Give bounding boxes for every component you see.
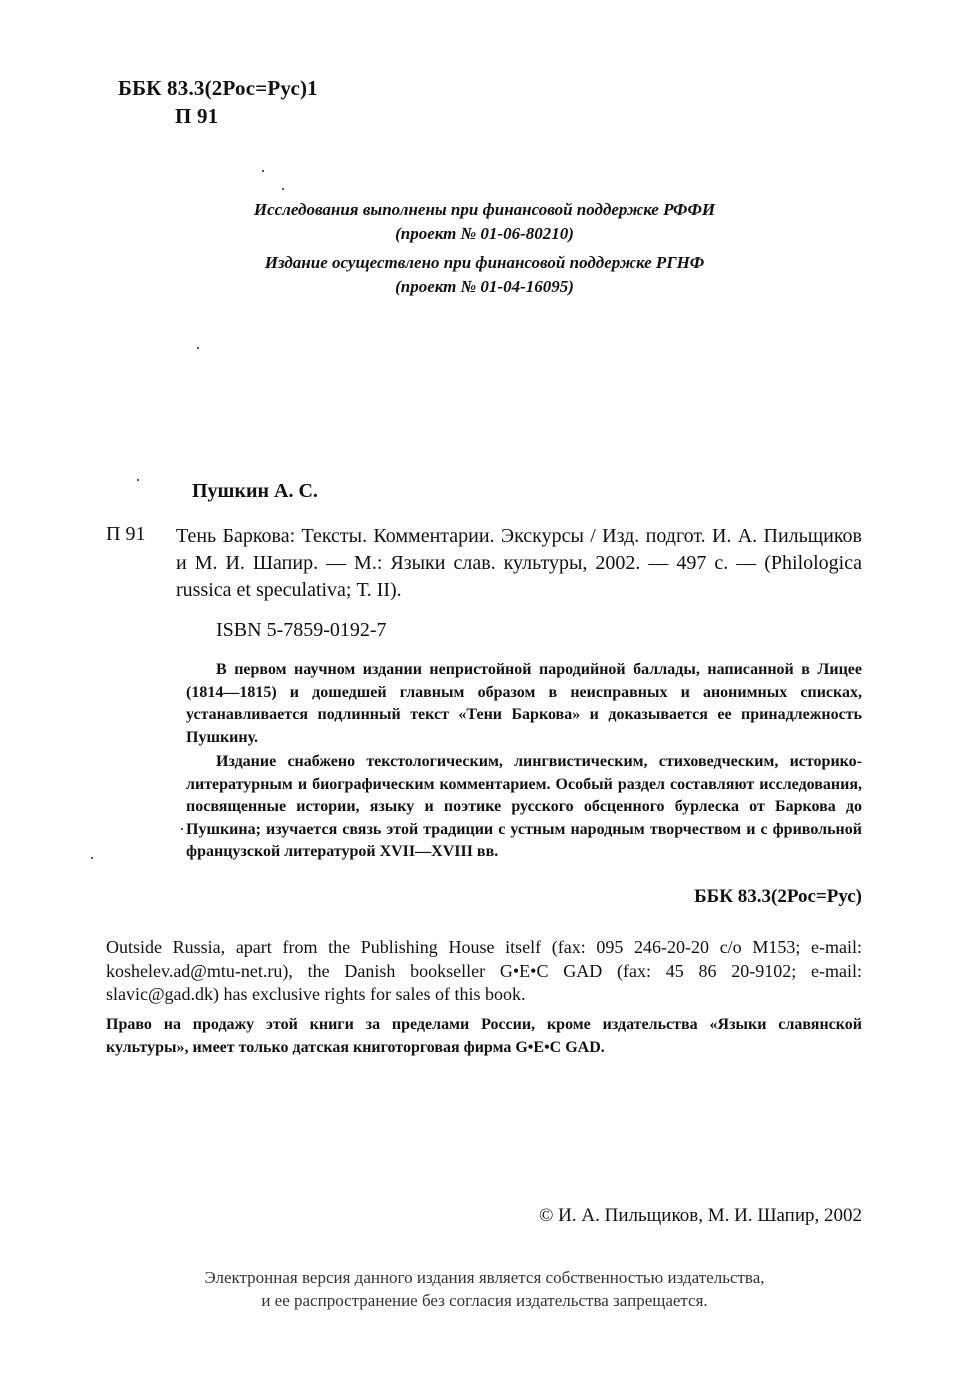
scan-speck	[197, 347, 199, 349]
funding-notice	[0, 198, 969, 299]
catalog-mark: П 91	[106, 523, 146, 545]
funding-rffi: Исследования выполнены при финансовой поддержке РФФИ	[253, 200, 716, 219]
electronic-notice-line: Электронная версия данного издания является собственностью издательства,	[204, 1268, 765, 1287]
annotation	[186, 659, 862, 864]
scan-speck	[91, 857, 93, 859]
outside-russia-notice: Outside Russia, apart from the Publishing House itself (fax: 095 246-20-20 c/o M153; e-mail: koshelev.ad@mtu-net.ru), the Danish bookseller G•E•C GAD (fax: 45 86 20-9102; e-mail: slavic@gad.dk) has exclusive rights for sales of this book.	[106, 937, 862, 1004]
annotation-paragraph: В первом научном издании непристойной пародийной баллады, написанной в Лицее (1814—1815) и дошедшей главным образом в неисправных и анонимных списках, устанавливается подлинный текст «Тени Баркова» и доказывается ее принадлежность Пушкину.	[186, 661, 862, 746]
annotation-paragraph: Издание снабжено текстологическим, лингвистическим, стиховедческим, историко-литературным и биографическим комментарием. Особый раздел составляют исследования, посвященные истории, языку и поэтике русского обсценного бурлеска от Баркова до Пушкина; изучается связь этой традиции с устным народным творчеством и с фривольной французской литературой XVII—XVIII вв.	[186, 753, 862, 860]
catalog-mark-top: П 91	[175, 104, 219, 128]
scan-speck	[282, 188, 284, 190]
bibliographic-entry: Тень Баркова: Тексты. Комментарии. Экскурсы / Изд. подгот. И. А. Пильщиков и М. И. Шапир. — М.: Языки слав. культуры, 2002. — 497 с. — (Philologica russica et speculativa; Т. II).	[176, 525, 862, 601]
scan-speck	[262, 170, 264, 172]
isbn-number: ISBN 5-7859-0192-7	[216, 619, 387, 641]
bbk-classification	[118, 74, 318, 130]
electronic-version-notice	[0, 1266, 969, 1312]
electronic-notice-line: и ее распространение без согласия издательства запрещается.	[261, 1291, 708, 1310]
scan-speck	[181, 828, 183, 830]
author-heading: Пушкин А. С.	[192, 480, 318, 502]
funding-rgnf: Издание осуществлено при финансовой поддержке РГНФ	[264, 253, 705, 272]
rights-notice: Право на продажу этой книги за пределами России, кроме издательства «Языки славянской культуры», имеет только датская книготорговая фирма G•E•C GAD.	[106, 1016, 862, 1056]
funding-rffi-project: (проект № 01-06-80210)	[395, 224, 574, 243]
funding-rgnf-project: (проект № 01-04-16095)	[395, 277, 574, 296]
bbk-code-line: ББК 83.3(2Рос=Рус)1	[118, 76, 318, 100]
copyright-line: © И. А. Пильщиков, М. И. Шапир, 2002	[539, 1205, 862, 1226]
scan-speck	[137, 479, 139, 481]
bbk-index: ББК 83.3(2Рос=Рус)	[694, 886, 862, 907]
